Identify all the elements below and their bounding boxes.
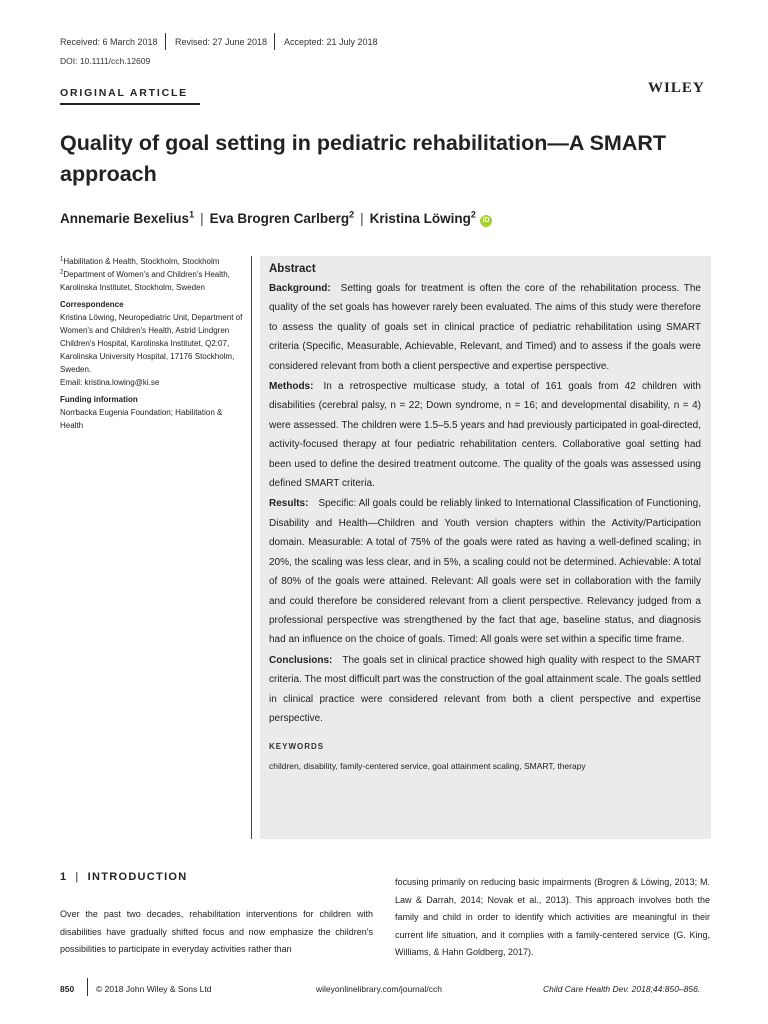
abstract-title: Abstract [269, 263, 316, 275]
header-divider [274, 33, 275, 50]
affiliation-1 [60, 255, 246, 268]
column-divider [251, 256, 252, 839]
background-text: Setting goals for treatment is often the core of the rehabilitation process. The quality of the set goals has however rarely been evaluated. The aims of this study were therefore to assess the quality of goals set in clinical practice of pediatric rehabilitation using SMART criteria (Specific, Measurable, Achievable, Relevant, and Timed) and to assess if the goals were considered relevant from both a client perspective and expertise perspective. [269, 283, 701, 372]
author-name[interactable]: Kristina Löwing [369, 211, 471, 226]
affiliation-number: 1 [60, 256, 64, 263]
affiliation-marker: 2 [349, 209, 355, 220]
correspondence-text: Kristina Löwing, Neuropediatric Unit, Department of Women's and Children's Health, Astrid Lindgren Children's Hospital, Karolinska Institutet, Q2:07, Karolinska University Hospital, 17176 Stockholm, Sweden. [60, 313, 243, 374]
background-label: Background: [269, 283, 331, 294]
methods-label: Methods: [269, 381, 314, 393]
abstract-box [260, 256, 711, 839]
heading-separator: | [75, 871, 80, 883]
received-date: Received: 6 March 2018 [60, 37, 158, 47]
abstract-methods [269, 377, 701, 493]
results-text: Specific: All goals could be reliably linked to International Classification of Functioning, Disability and Health—Children and Youth version chapters within the Activity/Participation domain. Measurable: A total of 75% of the goals were rated as having a well-defined scaling; in 20%, the scaling was less clear, and in 5%, a scaling could not be determined. Achievable: A total of 80% of the goals were attained. Relevant: All goals were set in collaboration with the family and could therefore be considered relevant from a client perspective. Relevancy judged from a professional perspective was strengthened by the fact that age, baseline status, and diagnosis had an influence on the choice of goals. Timed: All goals were set within a specific time frame. [269, 498, 701, 646]
author-separator: | [200, 211, 204, 226]
author-separator: | [360, 211, 364, 226]
journal-url[interactable]: wileyonlinelibrary.com/journal/cch [316, 984, 442, 994]
affiliation-number: 2 [60, 269, 64, 276]
author-name[interactable]: Eva Brogren Carlberg [209, 211, 350, 226]
section-underline [60, 103, 200, 105]
header-divider [165, 33, 166, 50]
intro-right-column: focusing primarily on reducing basic impairments (Brogren & Löwing, 2013; M. Law & Darrah, 2014; Novak et al., 2013). This approach involves both the family and child in order to identify which activities are meaningful in their current life situation, and it complies with a family-centered service (G. King, Williams, & Hahn Goldberg, 2017). [395, 877, 710, 958]
revised-date: Revised: 27 June 2018 [175, 37, 268, 47]
correspondence-label: Correspondence [60, 300, 124, 309]
intro-heading [60, 871, 188, 883]
affiliation-text: Habilitation & Health, Stockholm, Stockholm [63, 257, 220, 266]
abstract-results [269, 494, 701, 649]
author-list [60, 211, 492, 227]
conclusions-label: Conclusions: [269, 654, 333, 666]
author-info-column [60, 255, 246, 432]
keywords-label: KEYWORDS [269, 742, 325, 752]
methods-text: In a retrospective multicase study, a total of 161 goals from 42 children with disabilities (cerebral palsy, n = 22; Down syndrome, n = 16; and developmental disability, n = 4) were assessed. The children were 1.5–5.5 years and had previously participated in goal-directed, activity-focused therapy at four pediatric rehabilitation centers. Collaborative goal setting had been used to define the desired treatment outcome. The quality of the goals was assessed using defined SMART criteria. [269, 381, 701, 490]
page-number: 850 [60, 984, 75, 994]
abstract-background [269, 279, 701, 376]
doi[interactable]: DOI: 10.1111/cch.12609 [60, 56, 151, 66]
orcid-icon[interactable]: iD [480, 215, 492, 227]
accepted-date: Accepted: 21 July 2018 [284, 37, 378, 47]
author-name[interactable]: Annemarie Bexelius [60, 211, 190, 226]
copyright: © 2018 John Wiley & Sons Ltd [96, 984, 212, 994]
section-label: ORIGINAL ARTICLE [60, 87, 188, 99]
article-title: Quality of goal setting in pediatric rehabilitation—A SMART approach [60, 131, 667, 186]
intro-left-column: Over the past two decades, rehabilitation interventions for children with disabilities have gradually shifted focus and now emphasize the children's possibilities to participate in everyday activities rather than [60, 909, 373, 955]
funding-text: Norrbacka Eugenia Foundation; Habilitation & Health [60, 408, 223, 430]
publisher-logo: WILEY [648, 80, 705, 96]
affiliation-marker: 1 [189, 209, 195, 220]
citation: Child Care Health Dev. 2018;44:850–856. [543, 984, 701, 994]
results-label: Results: [269, 498, 309, 510]
correspondence-email[interactable]: Email: kristina.lowing@ki.se [60, 378, 160, 387]
footer-divider [87, 978, 88, 996]
affiliation-text: Department of Women's and Children's Health, Karolinska Institutet, Stockholm, Sweden [60, 270, 230, 292]
abstract-conclusions [269, 651, 701, 729]
conclusions-text: The goals set in clinical practice showed high quality with respect to the SMART criteria. The most difficult part was the construction of the goal attainment scale. The goals settled in clinical practice were considered relevant from both a client perspective and expertise perspective. [269, 654, 701, 724]
keywords-text: children, disability, family-centered service, goal attainment scaling, SMART, therapy [269, 761, 586, 772]
funding-label: Funding information [60, 395, 138, 404]
affiliation-marker: 2 [470, 209, 476, 220]
section-title: INTRODUCTION [87, 871, 188, 883]
affiliation-2 [60, 268, 246, 294]
section-number: 1 [60, 871, 68, 883]
